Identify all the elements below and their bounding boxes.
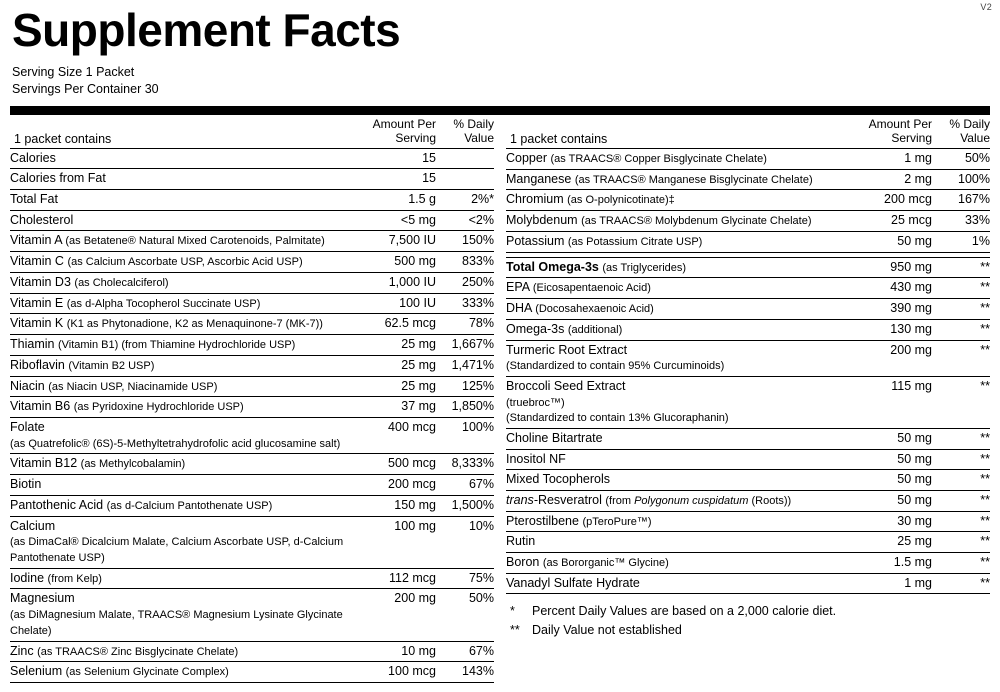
percent-daily-value: 33% (932, 211, 990, 232)
ingredient-name: trans-Resveratrol (506, 492, 602, 507)
percent-daily-value: ** (932, 278, 990, 299)
ingredient-name: Vitamin B12 (10, 456, 78, 471)
ingredient-name-cell (506, 553, 852, 574)
table-header-right (506, 115, 990, 148)
ingredient-name: Omega-3s (506, 321, 565, 336)
table-row (10, 148, 494, 169)
ingredient-name: Pantothenic Acid (10, 497, 104, 512)
amount-per-serving: 390 mg (852, 299, 932, 320)
table-row (10, 314, 494, 335)
percent-daily-value: ** (932, 319, 990, 340)
ingredient-detail: (Vitamin B1) (from Thiamine Hydrochloride USP) (57, 339, 296, 352)
table-row (506, 319, 990, 340)
header-dv-right (932, 115, 990, 148)
ingredient-name: Iodine (10, 570, 45, 585)
ingredient-name-cell (506, 449, 852, 470)
ingredient-name-cell (506, 257, 852, 278)
ingredient-detail: (Eicosapentaenoic Acid) (532, 282, 651, 295)
ingredient-detail: (as Methylcobalamin) (80, 458, 186, 471)
amount-per-serving: 200 mg (852, 340, 932, 376)
ingredient-detail: (Vitamin B2 USP) (68, 359, 155, 372)
amount-per-serving: 100 mg (356, 516, 436, 568)
ingredient-detail-2: (Standardized to contain 13% Glucoraphanin) (506, 412, 729, 425)
table-row (10, 475, 494, 496)
ingredient-name-cell (10, 210, 356, 231)
ingredient-name: Vitamin K (10, 316, 64, 331)
amount-per-serving: 1.5 g (356, 190, 436, 211)
percent-daily-value: 250% (436, 272, 494, 293)
table-row (10, 335, 494, 356)
top-divider (10, 106, 990, 115)
percent-daily-value: 1% (932, 231, 990, 252)
table-row (10, 252, 494, 273)
ingredient-name-cell (10, 148, 356, 169)
table-header-left (10, 115, 494, 148)
ingredient-name-cell (506, 429, 852, 450)
ingredient-name: Boron (506, 555, 540, 570)
ingredient-detail: (from Kelp) (47, 572, 102, 585)
header-contains-left: 1 packet contains (10, 115, 356, 148)
percent-daily-value: 167% (932, 190, 990, 211)
ingredient-detail: (as Selenium Glycinate Complex) (65, 666, 229, 679)
ingredient-name-cell (506, 278, 852, 299)
ingredient-detail: (as Bororganic™ Glycine) (542, 557, 669, 570)
header-amount-line1: Amount Per (372, 117, 436, 132)
ingredient-name-cell (506, 470, 852, 491)
table-row (506, 340, 990, 376)
amount-per-serving: 62.5 mcg (356, 314, 436, 335)
table-row (506, 257, 990, 278)
ingredient-name-cell (10, 516, 356, 568)
table-row (10, 355, 494, 376)
facts-column-right (506, 115, 990, 683)
ingredient-name: Potassium (506, 233, 565, 248)
ingredient-name-cell (10, 169, 356, 190)
ingredient-name: Pterostilbene (506, 513, 579, 528)
ingredient-name: Thiamin (10, 337, 55, 352)
table-row (506, 169, 990, 190)
ingredient-detail: (as Triglycerides) (602, 261, 687, 274)
amount-per-serving: 50 mg (852, 470, 932, 491)
percent-daily-value: ** (932, 376, 990, 428)
ingredient-name-cell (10, 272, 356, 293)
ingredient-name: Vitamin D3 (10, 274, 71, 289)
table-row (10, 516, 494, 568)
ingredient-name: Selenium (10, 664, 63, 679)
page-title: Supplement Facts (12, 4, 401, 56)
percent-daily-value: 78% (436, 314, 494, 335)
table-row (10, 190, 494, 211)
table-row (506, 429, 990, 450)
amount-per-serving: 100 mcg (356, 662, 436, 683)
ingredient-name-cell (10, 314, 356, 335)
ingredient-name-cell (10, 252, 356, 273)
header-amount-left (356, 115, 436, 148)
percent-daily-value: 1,471% (436, 355, 494, 376)
table-row (506, 211, 990, 232)
footnote (510, 621, 990, 640)
ingredient-name-cell (10, 641, 356, 662)
ingredient-detail: (as O-polynicotinate)‡ (567, 194, 675, 207)
ingredient-name: Inositol NF (506, 451, 566, 466)
table-row (506, 148, 990, 169)
percent-daily-value: ** (932, 257, 990, 278)
ingredient-detail: (as TRAACS® Copper Bisglycinate Chelate) (550, 152, 767, 165)
table-row (506, 511, 990, 532)
ingredient-detail: (as TRAACS® Manganese Bisglycinate Chelate) (574, 173, 813, 186)
ingredient-name-cell (10, 231, 356, 252)
ingredient-name-cell (10, 376, 356, 397)
percent-daily-value: 10% (436, 516, 494, 568)
amount-per-serving: 10 mg (356, 641, 436, 662)
ingredient-name-cell (10, 454, 356, 475)
ingredient-detail: (as TRAACS® Molybdenum Glycinate Chelate) (581, 215, 812, 228)
ingredient-name: Vitamin C (10, 254, 64, 269)
ingredient-name-cell (10, 190, 356, 211)
header-amount-line1-right: Amount Per (868, 117, 932, 132)
table-row (506, 470, 990, 491)
amount-per-serving: 1 mg (852, 573, 932, 594)
servings-per-container: Servings Per Container 30 (12, 82, 159, 97)
ingredient-name: Calories from Fat (10, 171, 106, 186)
header-dv-line1-right: % Daily (949, 117, 990, 132)
table-row (10, 568, 494, 589)
ingredient-detail: (as Pyridoxine Hydrochloride USP) (73, 401, 244, 414)
percent-daily-value: 67% (436, 641, 494, 662)
percent-daily-value: ** (932, 429, 990, 450)
ingredient-name: Total Fat (10, 192, 58, 207)
amount-per-serving: 112 mcg (356, 568, 436, 589)
table-row (10, 495, 494, 516)
ingredient-name: Folate (10, 420, 45, 435)
percent-daily-value: ** (932, 449, 990, 470)
amount-per-serving: 1 mg (852, 148, 932, 169)
facts-table-left (10, 115, 494, 683)
percent-daily-value: 100% (436, 418, 494, 454)
amount-per-serving: 7,500 IU (356, 231, 436, 252)
percent-daily-value: 150% (436, 231, 494, 252)
ingredient-name-cell (10, 495, 356, 516)
facts-table-right (506, 115, 990, 594)
table-row (506, 231, 990, 252)
amount-per-serving: <5 mg (356, 210, 436, 231)
facts-rows-right (506, 148, 990, 594)
header-dv-line2: Value (464, 131, 494, 146)
ingredient-name-cell (506, 511, 852, 532)
amount-per-serving: 50 mg (852, 449, 932, 470)
table-row (10, 376, 494, 397)
ingredient-name: Choline Bitartrate (506, 431, 603, 446)
table-row (10, 418, 494, 454)
percent-daily-value: ** (932, 470, 990, 491)
amount-per-serving: 400 mcg (356, 418, 436, 454)
ingredient-detail: (pTeroPure™) (582, 515, 652, 528)
ingredient-detail: (additional) (567, 323, 623, 336)
header-dv-line1: % Daily (453, 117, 494, 132)
ingredient-detail: (from Polygonum cuspidatum (Roots)) (605, 494, 792, 507)
amount-per-serving: 15 (356, 148, 436, 169)
ingredient-name: Molybdenum (506, 213, 578, 228)
ingredient-name-cell (10, 293, 356, 314)
table-row (10, 662, 494, 683)
ingredient-name: Vitamin A (10, 233, 62, 248)
amount-per-serving: 500 mcg (356, 454, 436, 475)
amount-per-serving: 2 mg (852, 169, 932, 190)
table-row (10, 641, 494, 662)
ingredient-detail: (as Calcium Ascorbate USP, Ascorbic Acid USP) (67, 256, 303, 269)
percent-daily-value: 1,850% (436, 397, 494, 418)
ingredient-name: Copper (506, 150, 547, 165)
ingredient-name-cell (10, 397, 356, 418)
ingredient-name-cell (506, 490, 852, 511)
ingredient-name-cell (506, 190, 852, 211)
amount-per-serving: 25 mg (356, 355, 436, 376)
table-row (506, 553, 990, 574)
percent-daily-value: ** (932, 299, 990, 320)
ingredient-name: Chromium (506, 192, 564, 207)
ingredient-name-cell (10, 568, 356, 589)
percent-daily-value (436, 169, 494, 190)
amount-per-serving: 25 mg (852, 532, 932, 553)
header-amount-right (852, 115, 932, 148)
percent-daily-value: 2%* (436, 190, 494, 211)
facts-column-left (10, 115, 494, 683)
percent-daily-value: 50% (932, 148, 990, 169)
amount-per-serving: 100 IU (356, 293, 436, 314)
percent-daily-value: 67% (436, 475, 494, 496)
ingredient-detail: (as Betatene® Natural Mixed Carotenoids, Palmitate) (65, 235, 325, 248)
table-row (506, 449, 990, 470)
table-row (10, 293, 494, 314)
ingredient-detail: (Docosahexaenoic Acid) (535, 303, 654, 316)
ingredient-name-cell (506, 573, 852, 594)
ingredient-name-cell (506, 340, 852, 376)
ingredient-name: Turmeric Root Extract (506, 342, 628, 357)
ingredient-name-cell (506, 231, 852, 252)
amount-per-serving: 30 mg (852, 511, 932, 532)
amount-per-serving: 25 mg (356, 376, 436, 397)
table-row (506, 376, 990, 428)
ingredient-name-cell (506, 211, 852, 232)
ingredient-name-cell (10, 589, 356, 641)
amount-per-serving: 50 mg (852, 231, 932, 252)
footnote (510, 602, 990, 621)
percent-daily-value: 50% (436, 589, 494, 641)
ingredient-name: Vitamin E (10, 295, 64, 310)
percent-daily-value: 75% (436, 568, 494, 589)
table-row (10, 397, 494, 418)
header-dv-left (436, 115, 494, 148)
ingredient-name: Mixed Tocopherols (506, 472, 610, 487)
version-label: V2 (980, 2, 992, 12)
ingredient-name: Calories (10, 150, 56, 165)
amount-per-serving: 200 mcg (356, 475, 436, 496)
ingredient-name: Rutin (506, 534, 536, 549)
percent-daily-value: 1,500% (436, 495, 494, 516)
ingredient-detail: (as Cholecalciferol) (74, 276, 169, 289)
percent-daily-value: 125% (436, 376, 494, 397)
amount-per-serving: 37 mg (356, 397, 436, 418)
ingredient-detail: (as Quatrefolic® (6S)-5-Methyltetrahydrofolic acid glucosamine salt) (10, 437, 341, 450)
header-amount-line2-right: Serving (891, 131, 932, 146)
ingredient-detail: (as Potassium Citrate USP) (567, 235, 703, 248)
amount-per-serving: 1,000 IU (356, 272, 436, 293)
table-row (10, 210, 494, 231)
percent-daily-value: 833% (436, 252, 494, 273)
percent-daily-value: ** (932, 511, 990, 532)
percent-daily-value: ** (932, 532, 990, 553)
ingredient-detail: (as DimaCal® Dicalcium Malate, Calcium Ascorbate USP, d-Calcium Pantothenate USP) (10, 536, 344, 564)
table-row (506, 532, 990, 553)
amount-per-serving: 50 mg (852, 490, 932, 511)
amount-per-serving: 1.5 mg (852, 553, 932, 574)
ingredient-name: Zinc (10, 643, 34, 658)
serving-info (12, 64, 990, 98)
amount-per-serving: 150 mg (356, 495, 436, 516)
percent-daily-value: <2% (436, 210, 494, 231)
ingredient-name-cell (506, 148, 852, 169)
amount-per-serving: 200 mg (356, 589, 436, 641)
ingredient-detail: (Standardized to contain 95% Curcuminoids) (506, 360, 725, 373)
table-row (506, 299, 990, 320)
table-row (10, 169, 494, 190)
serving-size: Serving Size 1 Packet (12, 65, 135, 80)
ingredient-name-cell (10, 335, 356, 356)
header-amount-line2: Serving (395, 131, 436, 146)
footnote-mark: * (510, 604, 515, 619)
table-row (10, 272, 494, 293)
footnotes (506, 602, 990, 640)
ingredient-name: Cholesterol (10, 212, 74, 227)
table-row (10, 454, 494, 475)
ingredient-name-cell (506, 299, 852, 320)
ingredient-name: Biotin (10, 477, 42, 492)
amount-per-serving: 50 mg (852, 429, 932, 450)
ingredient-name: Manganese (506, 171, 572, 186)
ingredient-name-cell (10, 662, 356, 683)
footnote-text: Percent Daily Values are based on a 2,000 calorie diet. (532, 604, 837, 619)
ingredient-name: Total Omega-3s (506, 259, 599, 274)
ingredient-name-cell (10, 475, 356, 496)
percent-daily-value: ** (932, 573, 990, 594)
percent-daily-value: 1,667% (436, 335, 494, 356)
ingredient-detail: (as DiMagnesium Malate, TRAACS® Magnesium Lysinate Glycinate Chelate) (10, 609, 343, 637)
ingredient-name: Vitamin B6 (10, 399, 71, 414)
percent-daily-value (436, 148, 494, 169)
ingredient-name-cell (506, 169, 852, 190)
percent-daily-value: 8,333% (436, 454, 494, 475)
ingredient-name: Broccoli Seed Extract (506, 378, 626, 393)
ingredient-name: Riboflavin (10, 357, 65, 372)
percent-daily-value: 143% (436, 662, 494, 683)
header-dv-line2-right: Value (960, 131, 990, 146)
ingredient-name: EPA (506, 280, 530, 295)
ingredient-name: Magnesium (10, 591, 75, 606)
table-row (506, 190, 990, 211)
table-row (506, 490, 990, 511)
amount-per-serving: 115 mg (852, 376, 932, 428)
ingredient-detail: (as Niacin USP, Niacinamide USP) (48, 380, 218, 393)
percent-daily-value: ** (932, 340, 990, 376)
facts-rows-left (10, 148, 494, 682)
amount-per-serving: 25 mg (356, 335, 436, 356)
ingredient-name-cell (10, 418, 356, 454)
ingredient-name: Niacin (10, 378, 45, 393)
facts-columns (10, 115, 990, 683)
footnote-text: Daily Value not established (532, 623, 682, 638)
percent-daily-value: 333% (436, 293, 494, 314)
percent-daily-value: 100% (932, 169, 990, 190)
percent-daily-value: ** (932, 490, 990, 511)
ingredient-detail: (as TRAACS® Zinc Bisglycinate Chelate) (37, 645, 239, 658)
ingredient-name-cell (506, 532, 852, 553)
table-row (506, 278, 990, 299)
amount-per-serving: 130 mg (852, 319, 932, 340)
amount-per-serving: 25 mcg (852, 211, 932, 232)
ingredient-name-cell (506, 319, 852, 340)
table-row (10, 231, 494, 252)
ingredient-detail: (truebroc™) (506, 396, 565, 409)
ingredient-name: DHA (506, 301, 532, 316)
ingredient-name-cell (10, 355, 356, 376)
ingredient-name: Vanadyl Sulfate Hydrate (506, 575, 640, 590)
ingredient-name: Calcium (10, 518, 56, 533)
amount-per-serving: 430 mg (852, 278, 932, 299)
footnote-mark: ** (510, 623, 520, 638)
ingredient-detail: (as d-Alpha Tocopherol Succinate USP) (66, 297, 261, 310)
amount-per-serving: 200 mcg (852, 190, 932, 211)
ingredient-detail: (K1 as Phytonadione, K2 as Menaquinone-7 (MK-7)) (66, 318, 323, 331)
table-row (506, 573, 990, 594)
amount-per-serving: 500 mg (356, 252, 436, 273)
ingredient-detail: (as d-Calcium Pantothenate USP) (106, 499, 273, 512)
ingredient-name-cell (506, 376, 852, 428)
table-row (10, 589, 494, 641)
header-contains-right: 1 packet contains (506, 115, 852, 148)
percent-daily-value: ** (932, 553, 990, 574)
amount-per-serving: 15 (356, 169, 436, 190)
amount-per-serving: 950 mg (852, 257, 932, 278)
